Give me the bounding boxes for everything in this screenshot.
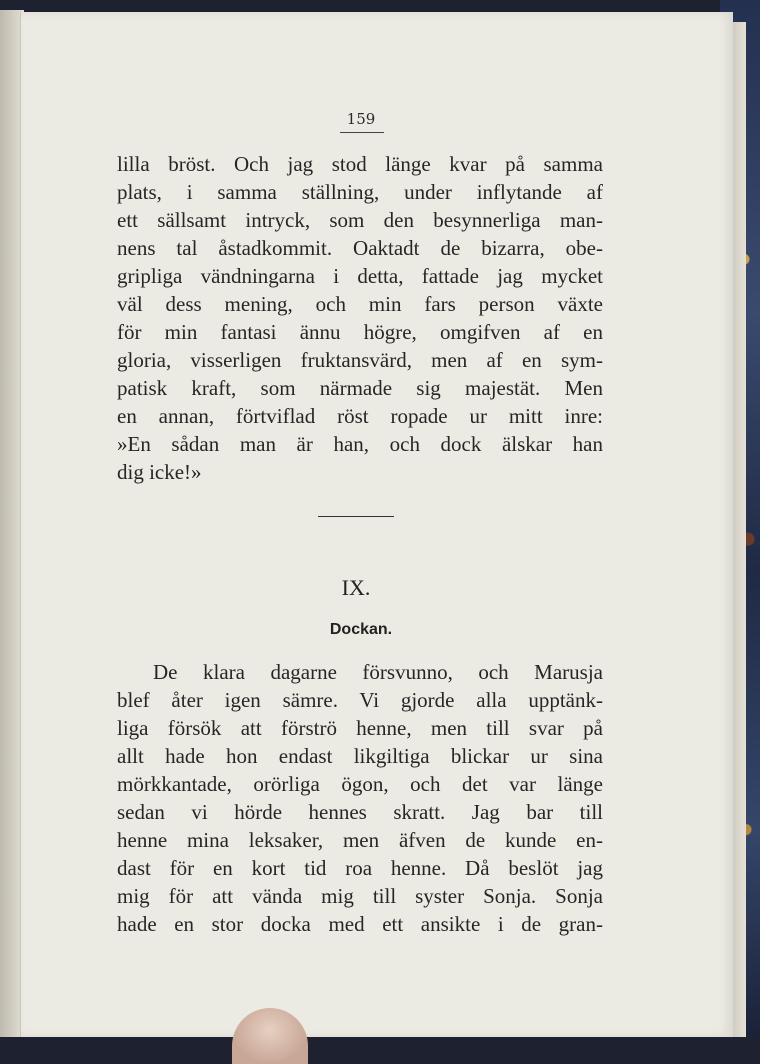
text-line: väl dess mening, och min fars person växte	[117, 292, 603, 316]
section-divider	[318, 516, 394, 517]
text-line: mig för att vända mig till syster Sonja. Sonja	[117, 884, 603, 908]
text-line: liga försök att förströ henne, men till svar på	[117, 716, 603, 740]
chapter-title: Dockan.	[329, 621, 393, 638]
text-line: »En sådan man är han, och dock älskar han	[117, 432, 603, 456]
top-paragraph	[117, 150, 603, 486]
text-line: för min fantasi ännu högre, omgifven af en	[117, 320, 603, 344]
text-line: patisk kraft, som närmade sig majestät. Men	[117, 376, 603, 400]
text-line: en annan, förtviflad röst ropade ur mitt inre:	[117, 404, 603, 428]
text-line: gripliga vändningarna i detta, fattade jag mycket	[117, 264, 603, 288]
page-number-rule	[340, 132, 384, 133]
text-line: gloria, visserligen fruktansvärd, men af en sym-	[117, 348, 603, 372]
text-line: henne mina leksaker, men äfven de kunde en-	[117, 828, 603, 852]
bottom-paragraph	[117, 658, 603, 938]
text-line: allt hade hon endast likgiltiga blickar ur sina	[117, 744, 603, 768]
page-number: 159	[346, 110, 376, 128]
text-line: ett sällsamt intryck, som den besynnerliga man-	[117, 208, 603, 232]
text-line: lilla bröst. Och jag stod länge kvar på samma	[117, 152, 603, 176]
text-line: dast för en kort tid roa henne. Då beslöt jag	[117, 856, 603, 880]
text-line: hade en stor docka med ett ansikte i de gran-	[117, 912, 603, 936]
text-line: De klara dagarne försvunno, och Marusja	[153, 660, 603, 684]
chapter-number: IX.	[341, 575, 371, 600]
text-line: plats, i samma ställning, under inflytande af	[117, 180, 603, 204]
text-line: sedan vi hörde hennes skratt. Jag bar till	[117, 800, 603, 824]
text-line: nens tal åstadkommit. Oaktadt de bizarra, obe-	[117, 236, 603, 260]
text-line: mörkkantade, orörliga ögon, och det var länge	[117, 772, 603, 796]
text-line: dig icke!»	[117, 460, 202, 484]
book-page	[20, 12, 733, 1037]
text-line: blef åter igen sämre. Vi gjorde alla upptänk-	[117, 688, 603, 712]
